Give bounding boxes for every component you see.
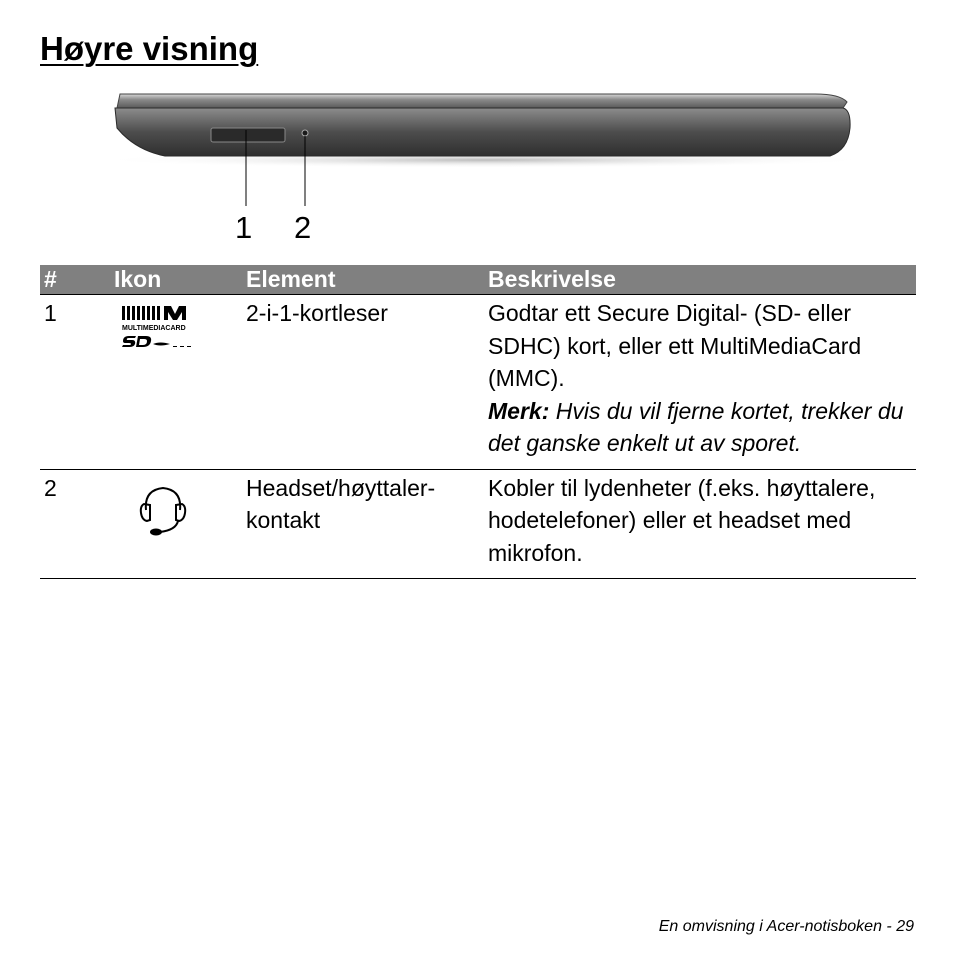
row-num: 1 (40, 295, 110, 470)
row-element: 2-i-1-kortleser (242, 295, 484, 470)
laptop-right-side-illustration (95, 88, 875, 248)
page-footer: En omvisning i Acer-notisboken - 29 (658, 918, 914, 935)
table-row (40, 469, 916, 579)
row-description: Kobler til lydenheter (f.eks. høyttalere, hodetelefoner) eller et headset med mikrofon. (484, 469, 916, 579)
row-note (488, 398, 903, 457)
note-label: Merk: (488, 397, 550, 424)
ports-table (40, 265, 916, 579)
callout-2: 2 (294, 210, 312, 245)
page-title: Høyre visning (40, 30, 259, 67)
header-icon: Ikon (110, 265, 242, 295)
header-description: Beskrivelse (484, 265, 916, 295)
row-num: 2 (40, 469, 110, 579)
table-header-row (40, 265, 916, 295)
row-element: Headset/høyttaler-kontakt (242, 469, 484, 579)
note-text: Hvis du vil fjerne kortet, trekker du det ganske enkelt ut av sporet. (488, 397, 904, 456)
card-reader-slot (211, 128, 285, 142)
multimediacard-sd-icon (120, 303, 200, 349)
icon-caption: MULTIMEDIACARD (122, 325, 186, 332)
headset-icon (138, 480, 188, 540)
audio-jack (302, 130, 308, 136)
callout-1: 1 (235, 210, 253, 245)
table-row (40, 295, 916, 470)
row-description: Godtar ett Secure Digital- (SD- eller SDHC) kort, eller ett MultiMediaCard (MMC). (488, 300, 862, 391)
header-element: Element (242, 265, 484, 295)
header-num: # (40, 265, 110, 295)
